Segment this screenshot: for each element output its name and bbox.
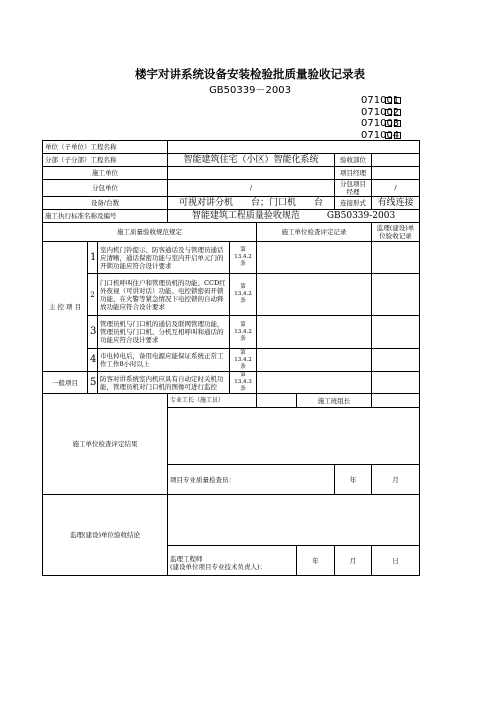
table-row — [43, 349, 420, 372]
pm-label: 项目经理 — [335, 167, 372, 180]
contractor-value[interactable] — [168, 167, 335, 180]
row-equipment — [43, 197, 420, 210]
contractor-record-cell[interactable] — [257, 274, 372, 316]
table-row — [43, 372, 420, 394]
foreman-label: 专业工长（施工员） — [168, 394, 257, 408]
item-text: 门口机呼叫住户和管理员机的功能、CCD红外夜视（可讲对话）功能、电控锁密码开锁功能、在火警等紧急情况下电控锁的自动释放功能应符合设计要求 — [98, 274, 230, 316]
row-subcontractor — [43, 180, 420, 197]
supervisor-record-header: 监理(建设)单位验收记录 — [372, 223, 420, 242]
item-text: 防客对讲系统室内机应具有自动定时关机功能，管理员机对门口机的图像可进行监控 — [98, 372, 230, 394]
supervisor-conclusion-label: 监理(建设)单位验收结论 — [43, 495, 168, 576]
equipment-value[interactable]: 可视对讲分机 台；门口机 台 — [168, 197, 335, 210]
pm-value[interactable] — [372, 167, 420, 180]
contractor-record-cell[interactable] — [257, 372, 372, 394]
checkbox[interactable] — [394, 120, 401, 127]
code-number: 071003 — [361, 118, 400, 130]
code-number: 071002 — [361, 106, 400, 118]
row-supervisor-comment — [43, 495, 420, 546]
year-label: 年 — [335, 465, 372, 495]
contractor-label: 施工单位 — [43, 167, 168, 180]
code-row — [361, 107, 401, 119]
code-row — [361, 118, 401, 130]
connection-label: 连接形式 — [335, 197, 372, 210]
supervisor-record-cell[interactable] — [372, 316, 420, 349]
item-number: 1 — [88, 242, 98, 274]
inspector-label: 项目专业质量检查员： — [168, 465, 335, 495]
spec-column-header: 施工质量验收规范规定 — [43, 223, 257, 242]
sup-year-label: 年 — [297, 546, 335, 576]
unit-project-label: 单位（子单位）工程名称 — [43, 141, 168, 154]
item-ref: 第13.4.2条 — [230, 274, 257, 316]
sub-project-value[interactable]: 智能建筑住宅（小区）智能化系统 — [168, 154, 335, 167]
sub-pm-value[interactable]: / — [372, 180, 420, 197]
supervisor-record-cell[interactable] — [372, 349, 420, 372]
row-contractor — [43, 167, 420, 180]
table-row — [43, 242, 420, 274]
code-number: 071004 — [361, 129, 400, 141]
sub-project-label: 分部（子分部）工程名称 — [43, 154, 168, 167]
contractor-record-cell[interactable] — [257, 349, 372, 372]
supervisor-signature — [168, 546, 297, 576]
item-text: 管理员机与门口机的通信及联网管理功能，管理员机与门口机、分机互相呼叫和通话的功能应符合设计要求 — [98, 316, 230, 349]
main-control-label: 主 控 项 目 — [43, 242, 88, 372]
contractor-result-label: 施工单位检查评定结果 — [43, 394, 168, 495]
contractor-record-cell[interactable] — [257, 316, 372, 349]
row-column-headers — [43, 223, 420, 242]
code-row — [361, 95, 401, 107]
connection-value[interactable]: 有线连接 — [372, 197, 420, 210]
subcontractor-label: 分包单位 — [43, 180, 168, 197]
supervisor-record-cell[interactable] — [372, 242, 420, 274]
inspection-dept-label: 验收部位 — [335, 154, 372, 167]
supervisor-record-cell[interactable] — [372, 274, 420, 316]
checkbox[interactable] — [394, 132, 401, 139]
row-unit-project — [43, 141, 420, 154]
standard-label: 施工执行标准名称及编号 — [43, 210, 168, 223]
checkbox[interactable] — [385, 109, 392, 116]
contractor-record-cell[interactable] — [257, 242, 372, 274]
code-number: 071001 — [361, 95, 400, 107]
row-standard — [43, 210, 420, 223]
item-text: 市电掉电后，备用电源应能保证系统正常工作工作8小时以上 — [98, 349, 230, 372]
foreman-value[interactable] — [257, 394, 297, 408]
item-ref: 第13.4.2条 — [230, 349, 257, 372]
item-number: 3 — [88, 316, 98, 349]
general-item-label: 一般项目 — [43, 372, 88, 394]
contractor-comment-area[interactable] — [168, 408, 420, 465]
supervisor-record-cell[interactable] — [372, 372, 420, 394]
inspection-dept-value[interactable] — [372, 154, 420, 167]
table-row — [43, 316, 420, 349]
engineer-sub-label: (建设单位项目专业技术负责人)： — [170, 563, 267, 571]
row-sub-project — [43, 154, 420, 167]
engineer-label: 监理工程师 — [170, 555, 203, 563]
table-row — [43, 274, 420, 316]
subcontractor-value[interactable]: / — [168, 180, 335, 197]
page-title: 楼宇对讲系统设备安装检验批质量验收记录表 — [135, 67, 365, 81]
unit-project-value[interactable] — [168, 141, 420, 154]
checkbox[interactable] — [385, 120, 392, 127]
sup-day-label: 日 — [372, 546, 420, 576]
checkbox[interactable] — [394, 109, 401, 116]
checkbox[interactable] — [385, 97, 392, 104]
item-number: 2 — [88, 274, 98, 316]
item-number: 5 — [88, 372, 98, 394]
item-ref: 第13.4.2条 — [230, 242, 257, 274]
checkbox[interactable] — [385, 132, 392, 139]
item-text: 室内机门铃提示、防客通话及与管理员通话应清晰，通话保密功能与室内开启单元门的开锁功能应符合设计要求 — [98, 242, 230, 274]
item-ref: 第13.4.2条 — [230, 316, 257, 349]
item-ref: 第13.4.3条 — [230, 372, 257, 394]
code-list — [361, 95, 401, 141]
team-leader-value[interactable] — [372, 394, 420, 408]
supervisor-comment-area[interactable] — [168, 495, 420, 546]
sup-month-label: 月 — [335, 546, 372, 576]
equipment-label: 设备/台数 — [43, 197, 168, 210]
standard-code: GB50339－2003 — [209, 85, 291, 96]
checkbox[interactable] — [394, 97, 401, 104]
inspection-form — [42, 140, 420, 576]
standard-value[interactable]: 智能建筑工程质量验收规范 GB50339-2003 — [168, 210, 420, 223]
item-number: 4 — [88, 349, 98, 372]
sub-pm-label: 分包项目经理 — [335, 180, 372, 197]
row-foreman — [43, 394, 420, 408]
team-leader-label: 施工班组长 — [297, 394, 372, 408]
month-label: 月 — [372, 465, 420, 495]
contractor-record-header: 施工单位检查评定记录 — [257, 223, 372, 242]
